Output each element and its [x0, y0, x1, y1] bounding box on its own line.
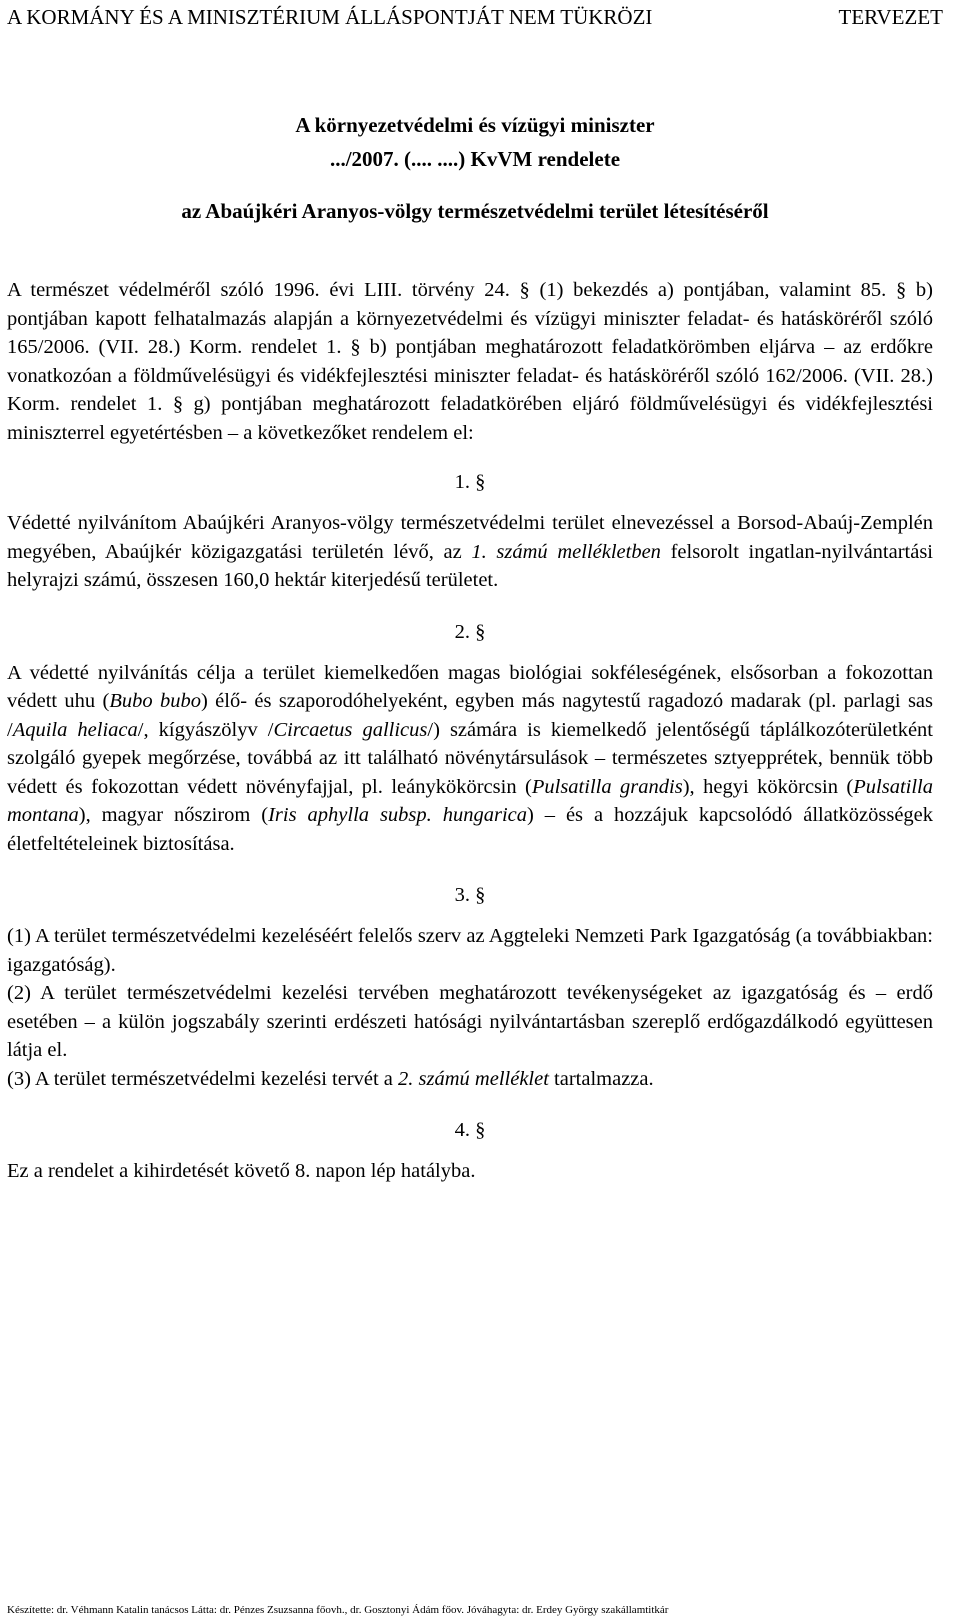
section-3-paragraph-2: (2) A terület természetvédelmi kezelési tervében meghatározott tevékenységeket az igazgatóság és – erdő esetében – a külön jogszabály szerinti erdészeti hatósági nyilvántartásban szereplő erdőgazdálkodó együttesen látja el.: [7, 982, 933, 1061]
section-4-text: Ez a rendelet a kihirdetését követő 8. napon lép hatályba.: [7, 1160, 476, 1182]
section-2-text: A védetté nyilvánítás célja a terület kiemelkedően magas biológiai sokféleségének, elsősorban a fokozottan védett uhu (Bubo bubo) élő- és szaporodóhelyeként, egyben más nagytestű ragadozó madarak (pl. parlagi sas /Aquila heliaca/, kígyászölyv /Circaetus gallicus/) számára is kiemelkedő jelentőségű táplálkozóterületként szolgáló gyepek megőrzése, továbbá az itt található növénytársulások – természetes sztyepprétek, bennük több védett és fokozottan védett növényfajjal, pl. leánykökörcsin (Pulsatilla grandis), hegyi kökörcsin (Pulsatilla montana), magyar nőszirom (Iris aphylla subsp. hungarica) – és a hozzájuk kapcsolódó állatközösségek életfeltételeinek biztosítása.: [7, 661, 934, 855]
title-line-1: A környezetvédelmi és vízügyi miniszter: [295, 113, 655, 137]
header-disclaimer: A KORMÁNY ÉS A MINISZTÉRIUM ÁLLÁSPONTJÁT NEM TÜKRÖZI: [7, 5, 653, 29]
section-4-heading: 4. §: [454, 1119, 486, 1141]
preamble: A természet védelméről szóló 1996. évi LIII. törvény 24. § (1) bekezdés a) pontjában, valamint 85. § b) pontjában kapott felhatalmazás alapján a környezetvédelmi és vízügyi miniszter feladat- és hatásköréről szóló 165/2006. (VII. 28.) Korm. rendelet 1. § b) pontjában meghatározott feladatkörömben eljárva – az erdőkre vonatkozóan a földművelésügyi és vidékfejlesztési miniszter feladat- és hatásköréről szóló 162/2006. (VII. 28.) Korm. rendelet 1. § g) pontjában meghatározott feladatkörében eljáró földművelésügyi és vidékfejlesztési miniszterrel egyetértésben – a következőket rendelem el:: [7, 279, 933, 444]
section-2-heading: 2. §: [454, 620, 486, 643]
section-1-heading: 1. §: [454, 471, 486, 493]
document-title-block: [0, 108, 950, 228]
section-1-text: Védetté nyilvánítom Abaújkéri Aranyos-völgy természetvédelmi terület elnevezéssel a Borsod-Abaúj-Zemplén megyében, Abaújkér közigazgatási területén lévő, az 1. számú mellékletben felsorolt ingatlan-nyilvántartási helyrajzi számú, összesen 160,0 hektár kiterjedésű területet.: [7, 512, 934, 591]
section-3-paragraph-1: (1) A terület természetvédelmi kezeléséért felelős szerv az Aggteleki Nemzeti Park Igazgatóság (a továbbiakban: igazgatóság).: [7, 925, 933, 976]
document-body: [7, 276, 933, 1186]
page-header: [7, 2, 943, 32]
title-line-2: .../2007. (.... ....) KvVM rendelete: [329, 147, 621, 171]
section-3-heading: 3. §: [454, 884, 486, 906]
header-status: TERVEZET: [838, 5, 943, 29]
document-subtitle: az Abaújkéri Aranyos-völgy természetvédelmi terület létesítéséről: [181, 199, 769, 223]
page-footer: Készítette: dr. Véhmann Katalin tanácsos Látta: dr. Pénzes Zsuzsanna főovh., dr. Gosztonyi Ádám főov. Jóváhagyta: dr. Erdey György szakállamtitkár: [7, 1604, 669, 1616]
section-3-paragraph-3: (3) A terület természetvédelmi kezelési tervét a 2. számú melléklet tartalmazza.: [7, 1067, 654, 1090]
